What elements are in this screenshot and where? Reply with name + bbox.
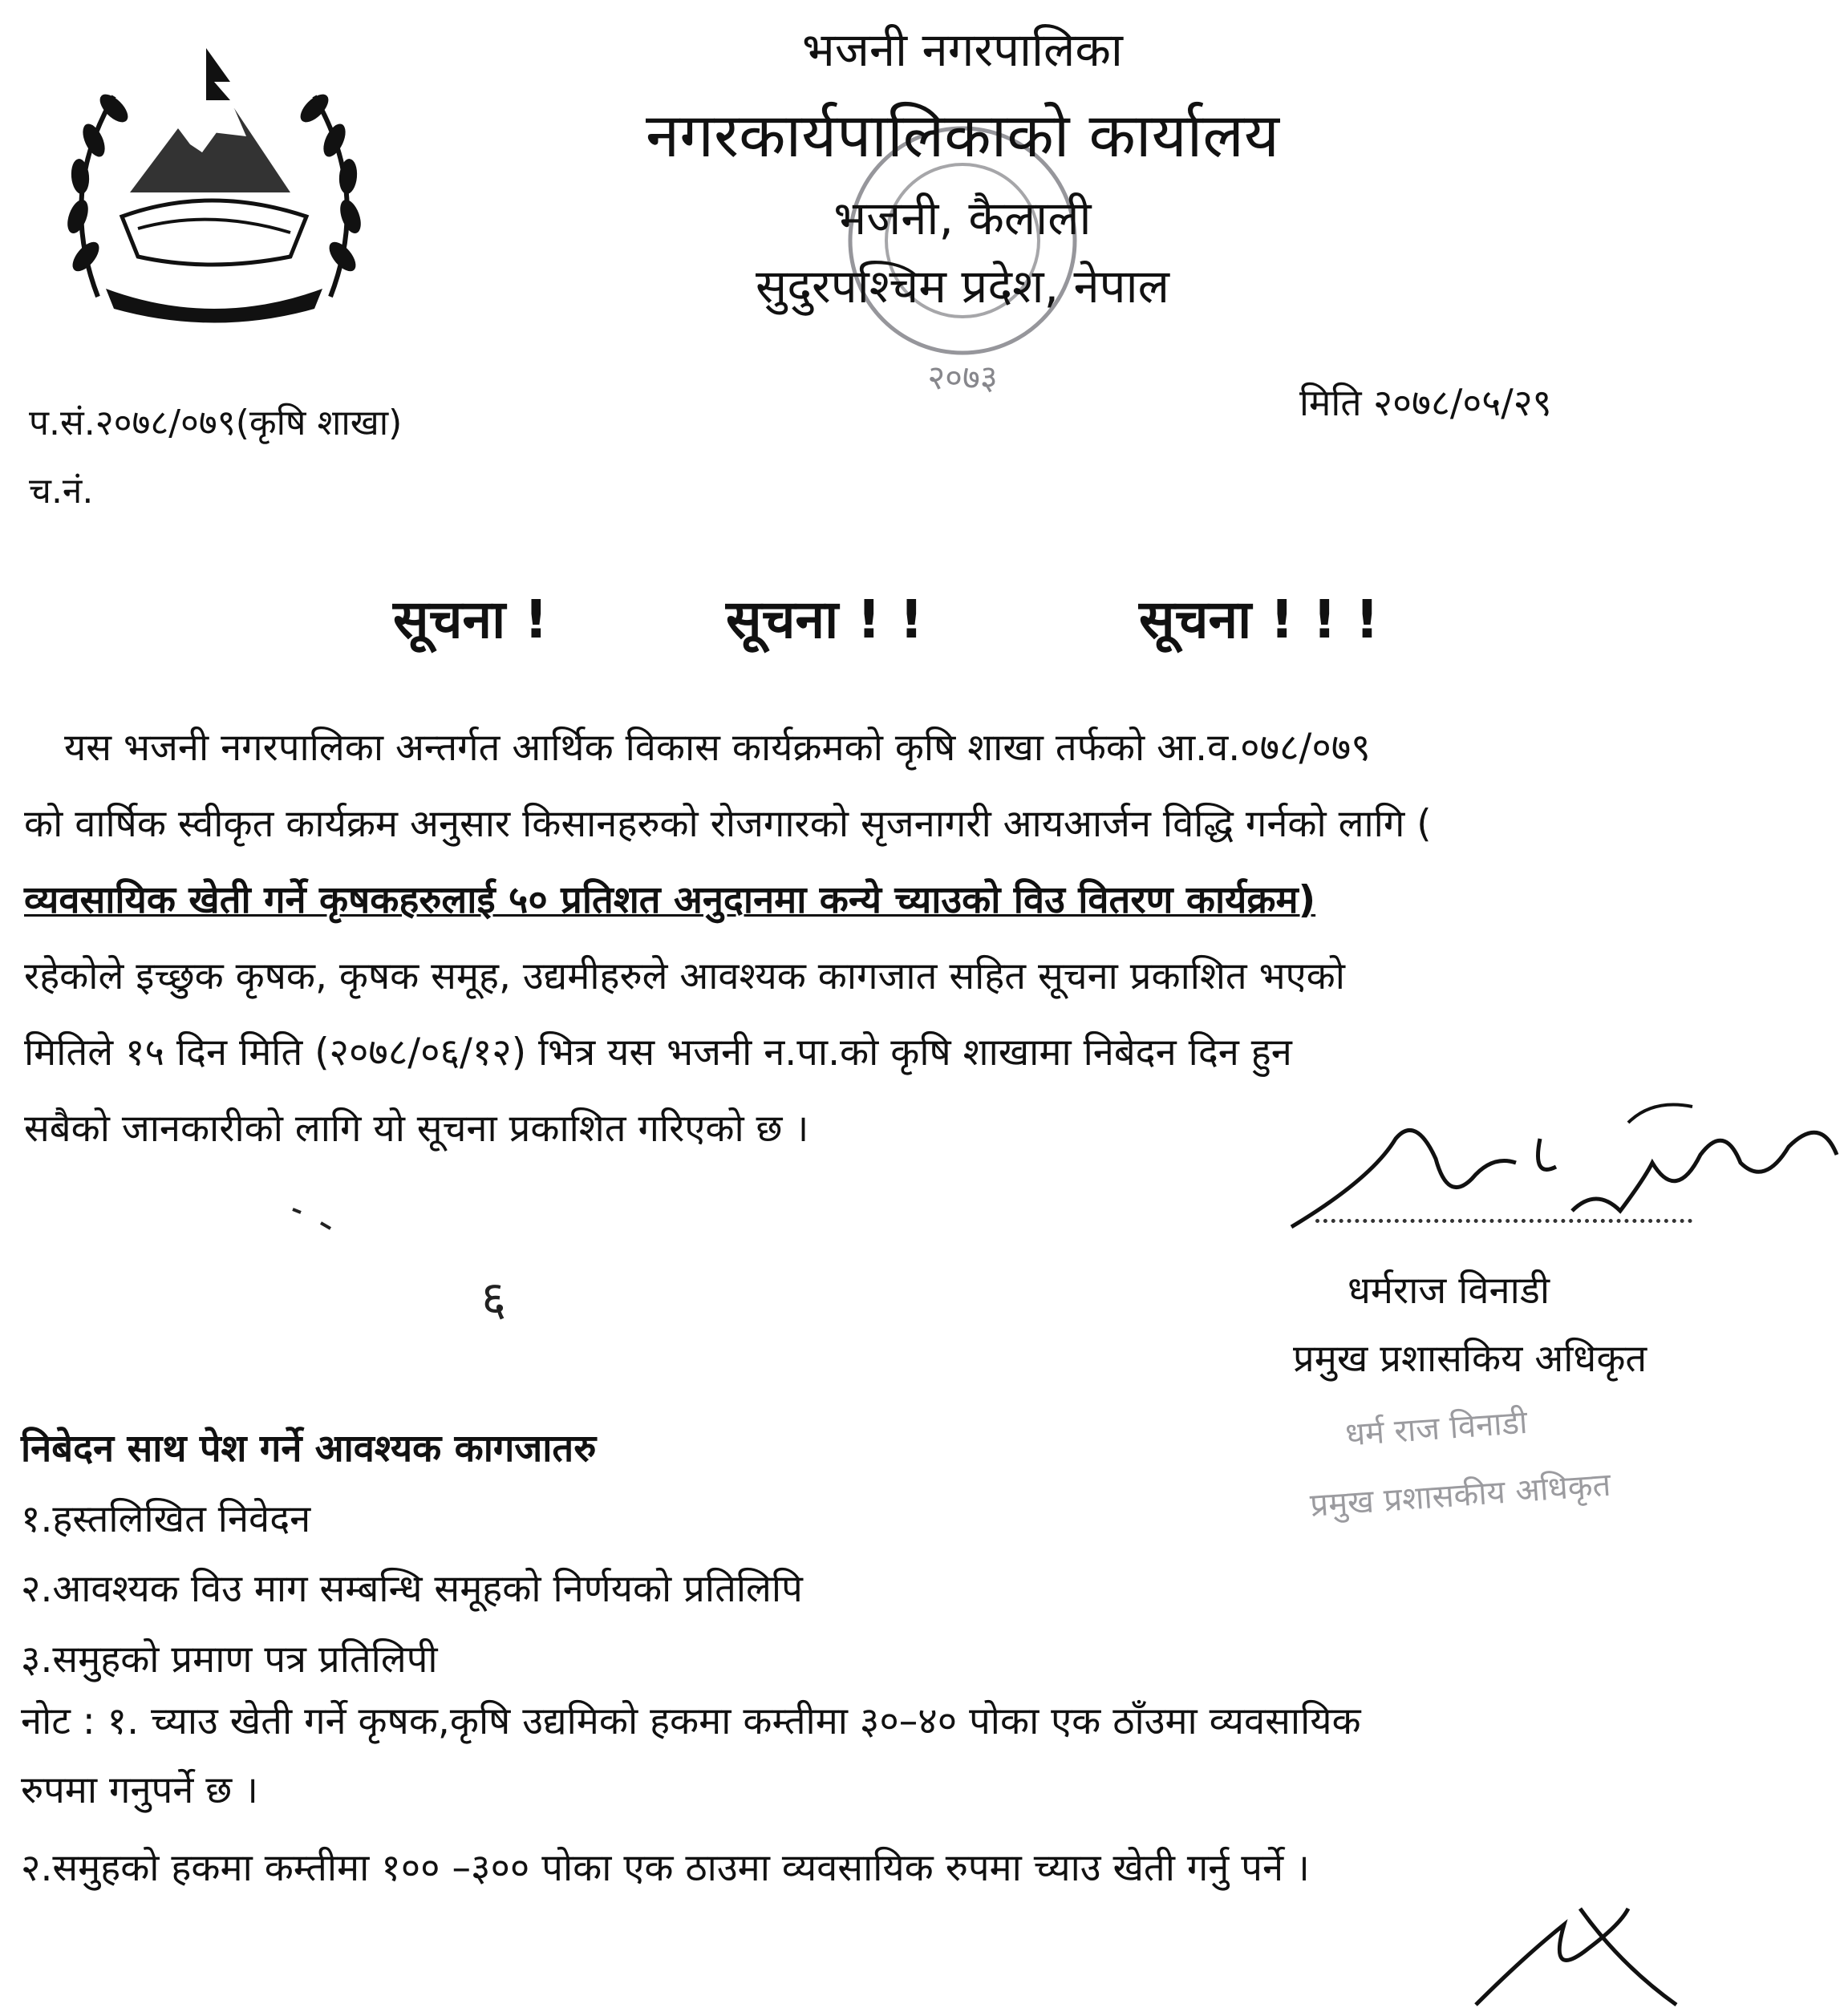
initials-signature-icon bbox=[1460, 1893, 1700, 2013]
office-province: सुदुरपश्चिम प्रदेश, नेपाल bbox=[756, 259, 1169, 314]
signature-line bbox=[1315, 1219, 1692, 1223]
svg-text:धर्म राज विनाडी: धर्म राज विनाडी bbox=[1343, 1403, 1529, 1454]
signature-icon bbox=[1275, 1091, 1848, 1275]
dispatch-number: च.नं. bbox=[29, 471, 94, 512]
office-location: भजनी, कैलाली bbox=[833, 191, 1092, 245]
body-line: यस भजनी नगरपालिका अन्तर्गत आर्थिक विकास कार्यक्रमको कृषि शाखा तर्फको आ.व.०७८/०७९ bbox=[64, 726, 1371, 770]
office-name: नगरकार्यपालिकाको कार्यालय bbox=[646, 99, 1279, 171]
signatory-designation: प्रमुख प्रशासकिय अधिकृत bbox=[1293, 1337, 1647, 1381]
stray-mark-text: ६ bbox=[481, 1271, 507, 1323]
svg-text:प्रमुख प्रशासकीय अधिकृत: प्रमुख प्रशासकीय अधिकृत bbox=[1308, 1466, 1612, 1524]
document-item: ३.समुहको प्रमाण पत्र प्रतिलिपी bbox=[21, 1637, 438, 1682]
svg-text:२०७३: २०७३ bbox=[927, 358, 998, 397]
note-line: २.समुहको हकमा कम्तीमा १०० –३०० पोका एक ठाउमा व्यवसायिक रुपमा च्याउ खेती गर्नु पर्ने । bbox=[21, 1846, 1310, 1890]
body-line: सबैको जानकारीको लागि यो सूचना प्रकाशित गरिएको छ । bbox=[24, 1107, 809, 1151]
note-line: नोट : १. च्याउ खेती गर्ने कृषक,कृषि उद्यमिको हकमा कम्तीमा ३०–४० पोका एक ठाँउमा व्यवसायिक bbox=[21, 1699, 1361, 1743]
designation-stamp bbox=[1299, 1391, 1684, 1528]
letter-date: मिति २०७८/०५/२९ bbox=[1299, 381, 1552, 424]
note-line: रुपमा गनुपर्ने छ । bbox=[21, 1768, 258, 1812]
body-line: रहेकोले इच्छुक कृषक, कृषक समूह, उद्यमीहरुले आवश्यक कागजात सहित सूचना प्रकाशित भएको bbox=[24, 954, 1345, 998]
body-line: मितिले १५ दिन मिति (२०७८/०६/१२) भित्र यस भजनी न.पा.को कृषि शाखामा निबेदन दिन हुन bbox=[24, 1030, 1292, 1075]
reference-number: प.सं.२०७८/०७९(कृषि शाखा) bbox=[29, 403, 403, 443]
notice-heading-3: सूचना ! ! ! bbox=[1139, 589, 1380, 650]
nepal-government-emblem-icon bbox=[50, 32, 379, 329]
signatory-name: धर्मराज विनाडी bbox=[1348, 1269, 1550, 1313]
stray-marks bbox=[281, 1195, 553, 1323]
document-item: १.हस्तलिखित निवेदन bbox=[21, 1497, 311, 1541]
municipality-name: भजनी नगरपालिका bbox=[802, 22, 1123, 77]
body-line-highlight: व्यवसायिक खेती गर्ने कृषकहरुलाई ५० प्रतिशत अनुदानमा कन्ये च्याउको विउ वितरण कार्यक्रम) bbox=[24, 878, 1316, 922]
notice-heading-2: सूचना ! ! bbox=[726, 589, 924, 650]
body-line: को वार्षिक स्वीकृत कार्यक्रम अनुसार किसानहरुको रोजगारको सृजनागरी आयआर्जन विद्धि गर्नको लागि ( bbox=[24, 802, 1432, 846]
documents-title: निबेदन साथ पेश गर्ने आवश्यक कागजातरु bbox=[21, 1427, 597, 1471]
document-item: २.आवश्यक विउ माग सम्बन्धि समूहको निर्णयको प्रतिलिपि bbox=[21, 1567, 803, 1611]
notice-heading-1: सूचना ! bbox=[393, 589, 549, 650]
